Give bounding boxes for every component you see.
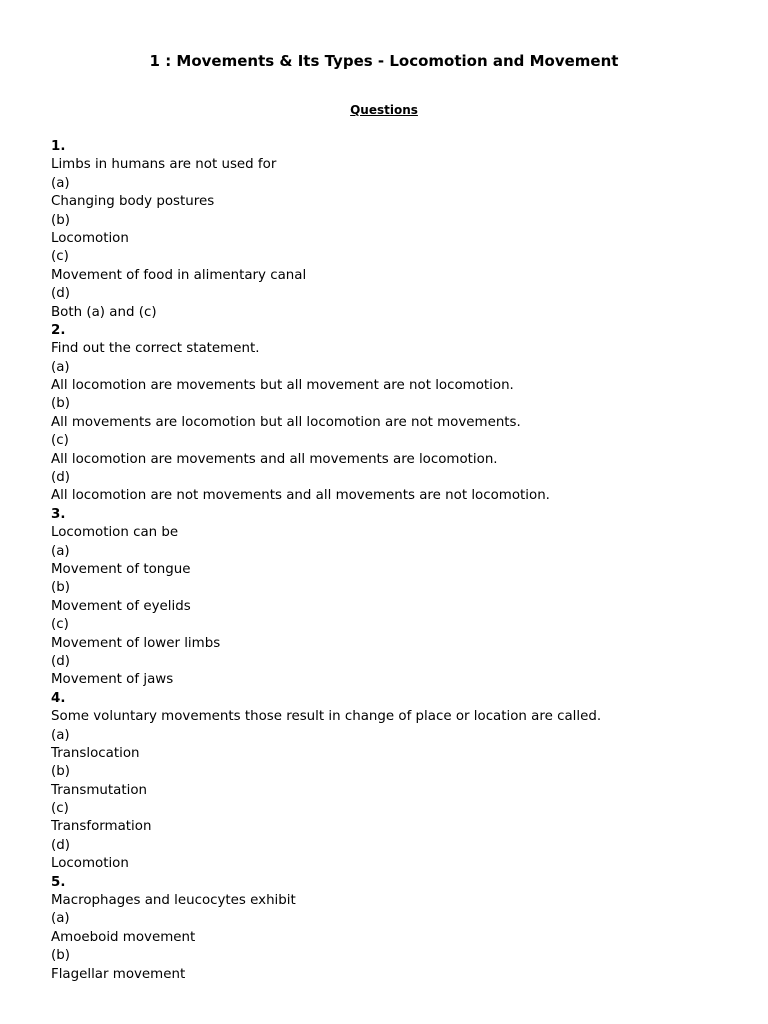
option-label: (a): [51, 359, 70, 375]
option-label: (a): [51, 911, 70, 927]
question: [51, 690, 751, 874]
question-text: Limbs in humans are not used for: [51, 157, 277, 173]
option-text: Locomotion: [51, 856, 129, 872]
question-number: 5.: [51, 874, 66, 890]
option-text: Movement of lower limbs: [51, 635, 221, 651]
option-label: (a): [51, 543, 70, 559]
question: [51, 506, 751, 690]
option-text: Transformation: [51, 819, 152, 835]
option-label: (d): [51, 470, 70, 486]
option-text: All locomotion are not movements and all movements are not locomotion.: [51, 488, 550, 504]
option-label: (d): [51, 837, 70, 853]
question: [51, 874, 751, 984]
option-text: Movement of eyelids: [51, 598, 191, 614]
question-list: [51, 138, 751, 984]
question-number: 1.: [51, 139, 66, 154]
question-text: Locomotion can be: [51, 525, 179, 541]
question-number: 3.: [51, 506, 66, 522]
option-label: (a): [51, 727, 70, 743]
option-text: Movement of jaws: [51, 672, 174, 688]
question-text: Some voluntary movements those result in change of place or location are called.: [51, 709, 602, 725]
option-label: (d): [51, 286, 70, 302]
option-text: Both (a) and (c): [51, 304, 157, 320]
question: [51, 138, 751, 322]
option-label: (b): [51, 396, 70, 412]
option-text: All locomotion are movements and all movements are locomotion.: [51, 451, 498, 467]
option-label: (b): [51, 764, 70, 780]
option-text: Locomotion: [51, 230, 129, 246]
question-text: Find out the correct statement.: [51, 341, 260, 357]
option-text: Movement of tongue: [51, 561, 191, 577]
option-label: (c): [51, 433, 69, 449]
option-text: Amoeboid movement: [51, 929, 196, 945]
option-label: (b): [51, 580, 70, 596]
option-label: (b): [51, 948, 70, 964]
option-text: Changing body postures: [51, 194, 215, 210]
question-number: 4.: [51, 690, 66, 706]
option-label: (c): [51, 617, 69, 633]
option-label: (d): [51, 653, 70, 669]
question: [51, 322, 751, 506]
option-label: (b): [51, 212, 70, 228]
option-label: (c): [51, 801, 69, 817]
option-text: Transmutation: [51, 782, 148, 798]
option-text: All locomotion are movements but all movement are not locomotion.: [51, 378, 514, 394]
option-text: Flagellar movement: [51, 966, 186, 982]
option-text: Movement of food in alimentary canal: [51, 267, 307, 283]
page-title: 1 : Movements & Its Types - Locomotion and Movement: [149, 52, 619, 70]
option-text: All movements are locomotion but all locomotion are not movements.: [51, 414, 521, 430]
question-number: 2.: [51, 322, 66, 338]
section-heading: Questions: [350, 103, 418, 117]
option-label: (c): [51, 249, 69, 265]
question-text: Macrophages and leucocytes exhibit: [51, 893, 296, 909]
option-label: (a): [51, 175, 70, 191]
option-text: Translocation: [51, 745, 140, 761]
